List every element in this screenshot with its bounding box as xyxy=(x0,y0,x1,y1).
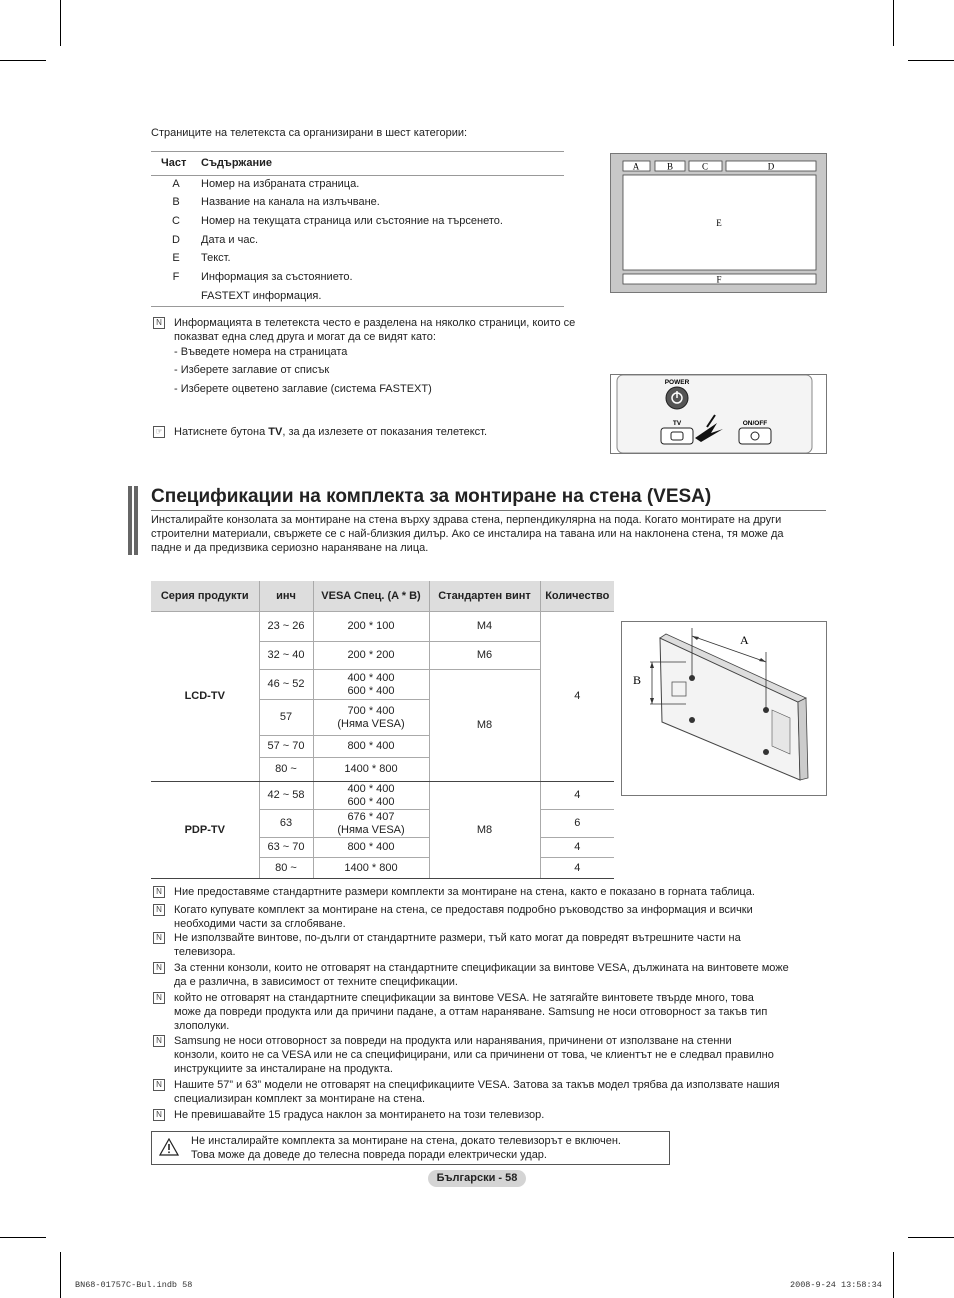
vesa-header-row xyxy=(151,581,614,612)
part-text: Номер на избраната страница. xyxy=(201,178,360,190)
qty-cell: 6 xyxy=(540,810,614,838)
section-rule xyxy=(151,510,826,511)
dimension-label-b: B xyxy=(633,673,642,687)
list-item-text: Изберете оцветено заглавие (система FASTEXT) xyxy=(180,383,432,395)
remote-svg xyxy=(611,375,826,453)
note-line: Когато купувате комплект за монтиране на стена, се предоставя подробно ръководство за информация и всички xyxy=(174,904,753,916)
inch-cell: 63 ~ 70 xyxy=(259,838,313,858)
inch-cell: 32 ~ 40 xyxy=(259,642,313,670)
qty-cell: 4 xyxy=(540,782,614,810)
hand-icon: ☞ xyxy=(153,426,165,438)
note-icon: N xyxy=(153,886,165,898)
crop-mark xyxy=(0,1237,46,1238)
note-line: който не отговарят на стандартните спецификации за винтове VESA. Не затягайте винтовете твърде много, това xyxy=(174,992,754,1004)
note-line: телевизора. xyxy=(174,946,236,958)
spec-line: (Няма VESA) xyxy=(337,717,405,730)
note-line: За стенни конзоли, които не отговарят на стандартните спецификации за винтове VESA, дължината на винтовете може xyxy=(174,962,789,974)
part-text: Номер на текущата страница или състояние на търсенето. xyxy=(201,215,503,227)
table-rule xyxy=(151,175,564,176)
note-text: Натиснете бутона xyxy=(174,426,269,438)
teletext-screen-svg xyxy=(611,154,826,292)
screen-label-a: A xyxy=(632,161,640,172)
table-rule xyxy=(151,151,564,152)
parts-header-content: Съдържание xyxy=(201,157,272,169)
spec-cell xyxy=(313,782,429,810)
body-line: Инсталирайте конзолата за монтиране на стена върху здрава стена, перпендикулярна на пода. Когато монтирате на други xyxy=(151,514,782,526)
table-row xyxy=(151,612,614,642)
crop-mark xyxy=(60,1252,61,1298)
part-code: B xyxy=(172,196,180,208)
note-bold: TV xyxy=(268,426,283,438)
note-icon: N xyxy=(153,1109,165,1121)
spec-cell xyxy=(313,670,429,700)
note-list-item: - Въведете номера на страницата xyxy=(174,346,348,358)
intro-text: Страниците на телетекста са организирани в шест категории: xyxy=(151,127,468,139)
spec-cell: 800 * 400 xyxy=(313,736,429,758)
list-item-text: Изберете заглавие от списък xyxy=(180,364,330,376)
series-cell: PDP-TV xyxy=(151,782,259,879)
inch-cell: 57 ~ 70 xyxy=(259,736,313,758)
list-item-text: Въведете номера на страницата xyxy=(180,346,348,358)
note-item xyxy=(174,1108,829,1122)
part-code: E xyxy=(172,252,180,264)
section-bar xyxy=(128,486,132,555)
table-row xyxy=(151,782,614,810)
spec-line: 676 * 407 xyxy=(347,810,395,823)
note-icon: N xyxy=(153,932,165,944)
part-text: Название на канала на излъчване. xyxy=(201,196,380,208)
part-code: C xyxy=(172,215,180,227)
crop-mark xyxy=(60,0,61,46)
inch-cell: 63 xyxy=(259,810,313,838)
note-line: Информацията в телетекста често е разделена на няколко страници, които се xyxy=(174,317,576,329)
warning-line: Това може да доведе до телесна повреда поради електрически удар. xyxy=(191,1149,547,1161)
spec-cell: 1400 * 800 xyxy=(313,858,429,879)
inch-cell: 23 ~ 26 xyxy=(259,612,313,642)
spec-cell: 1400 * 800 xyxy=(313,758,429,782)
note-line: Нашите 57” и 63” модели не отговарят на спецификациите VESA. Затова за такъв модел трябва да използвате нашия xyxy=(174,1079,780,1091)
section-bar xyxy=(134,486,138,555)
note-item xyxy=(174,1034,829,1076)
teletext-screen-diagram xyxy=(610,153,827,293)
vesa-header: инч xyxy=(259,581,313,612)
part-code: F xyxy=(172,271,180,283)
note-line: инструкциите за инсталиране на продукта. xyxy=(174,1063,393,1075)
warning-box xyxy=(151,1131,670,1165)
body-line: падне и да предизвика сериозно нараняване на лица. xyxy=(151,542,429,554)
note-teletext-pages xyxy=(174,316,829,344)
spec-cell: 200 * 100 xyxy=(313,612,429,642)
crop-mark xyxy=(908,1237,954,1238)
spec-line: 600 * 400 xyxy=(347,684,395,697)
inch-cell: 80 ~ xyxy=(259,858,313,879)
note-line: да е различна, в зависимост от техните спецификации. xyxy=(174,976,458,988)
spec-cell: 200 * 200 xyxy=(313,642,429,670)
spec-cell xyxy=(313,810,429,838)
note-line: необходими части за сглобяване. xyxy=(174,918,346,930)
note-line: може да повреди продукта или да причини падане, а оттам нараняване. Samsung не носи отговорност за такъв тип xyxy=(174,1006,768,1018)
note-list-item: - Изберете оцветено заглавие (система FASTEXT) xyxy=(174,383,432,395)
inch-cell: 57 xyxy=(259,700,313,736)
qty-cell: 4 xyxy=(540,858,614,879)
part-text: Дата и час. xyxy=(201,234,259,246)
qty-cell: 4 xyxy=(540,612,614,782)
table-rule xyxy=(151,306,564,307)
screw-cell: M4 xyxy=(429,612,540,642)
note-line: злополуки. xyxy=(174,1020,230,1032)
series-cell: LCD-TV xyxy=(151,612,259,782)
screen-label-e: E xyxy=(716,218,722,228)
part-text: Информация за състоянието. xyxy=(201,271,353,283)
note-item xyxy=(174,903,829,931)
crop-mark xyxy=(893,0,894,46)
note-line: Не използвайте винтове, по-дълги от стандартните размери, тъй като могат да повредят вътрешните части на xyxy=(174,932,741,944)
body-line: строителни материали, свържете се с най-близкия дилър. Ако се инсталира на тавана или на наклонена стена, тя може да xyxy=(151,528,784,540)
note-text: , за да излезете от показания телетекст. xyxy=(282,426,488,438)
note-line: Ние предоставяме стандартните размери комплекти за монтиране на стена, както е показано в горната таблица. xyxy=(174,886,755,898)
warning-triangle-icon xyxy=(159,1138,179,1156)
spec-cell xyxy=(313,700,429,736)
screen-label-b: B xyxy=(666,161,674,172)
note-icon: N xyxy=(153,992,165,1004)
part-code: D xyxy=(172,234,180,246)
screw-cell: M8 xyxy=(429,670,540,782)
spec-line: 700 * 400 xyxy=(347,704,395,717)
note-icon: N xyxy=(153,904,165,916)
warning-line: Не инсталирайте комплекта за монтиране на стена, докато телевизорът е включен. xyxy=(191,1135,621,1147)
note-line: конзоли, които не са VESA или не са специфицирани, или са причинени от това, че клиентът не е следвал правилно xyxy=(174,1049,774,1061)
section-title: Спецификации на комплекта за монтиране на стена (VESA) xyxy=(151,486,712,507)
note-line: показват една след друга и могат да се видят като: xyxy=(174,331,436,343)
part-text: Текст. xyxy=(201,252,231,264)
dimension-label-a: A xyxy=(740,633,749,647)
vesa-table xyxy=(151,581,614,879)
note-item xyxy=(174,931,829,959)
note-icon: N xyxy=(153,1079,165,1091)
screw-cell: M6 xyxy=(429,642,540,670)
inch-cell: 46 ~ 52 xyxy=(259,670,313,700)
screw-cell: M8 xyxy=(429,782,540,879)
note-item xyxy=(174,1078,829,1106)
note-line: специализиран комплект за монтиране на стена. xyxy=(174,1093,426,1105)
crop-mark xyxy=(0,60,46,61)
note-line: Samsung не носи отговорност за повреди на продукта или наранявания, причинени от използване на стенни xyxy=(174,1035,732,1047)
note-icon: N xyxy=(153,317,165,329)
screen-label-d: D xyxy=(767,161,775,172)
tv-label: TV xyxy=(672,420,682,427)
note-line: Не превишавайте 15 градуса наклон за монтирането на този телевизор. xyxy=(174,1109,545,1121)
inch-cell: 80 ~ xyxy=(259,758,313,782)
section-body xyxy=(151,513,784,555)
part-text: FASTEXT информация. xyxy=(201,290,322,302)
note-item xyxy=(174,885,829,899)
note-list-item: - Изберете заглавие от списък xyxy=(174,364,330,376)
page-number-badge: Български - 58 xyxy=(428,1170,526,1187)
spec-line: 600 * 400 xyxy=(347,795,395,808)
wall-mount-diagram xyxy=(621,621,827,796)
wall-mount-svg xyxy=(622,622,826,795)
onoff-label: ON/OFF xyxy=(742,420,768,427)
crop-mark xyxy=(908,60,954,61)
footer-timestamp: 2008-9-24 13:58:34 xyxy=(790,1280,882,1290)
part-code: A xyxy=(172,178,180,190)
vesa-header: VESA Спец. (A * B) xyxy=(313,581,429,612)
qty-cell: 4 xyxy=(540,838,614,858)
vesa-header: Стандартен винт xyxy=(429,581,540,612)
screen-label-c: C xyxy=(701,161,709,172)
spec-line: 400 * 400 xyxy=(347,782,395,795)
note-item xyxy=(174,991,829,1033)
remote-diagram xyxy=(610,374,827,454)
spec-line: (Няма VESA) xyxy=(337,823,405,836)
power-label: POWER xyxy=(664,379,690,386)
vesa-header: Количество xyxy=(540,581,614,612)
note-icon: N xyxy=(153,1035,165,1047)
parts-header-part: Част xyxy=(161,157,187,169)
vesa-header: Серия продукти xyxy=(151,581,259,612)
note-item xyxy=(174,961,829,989)
spec-cell: 800 * 400 xyxy=(313,838,429,858)
crop-mark xyxy=(893,1252,894,1298)
screen-label-f: F xyxy=(716,274,722,285)
spec-line: 400 * 400 xyxy=(347,671,395,684)
inch-cell: 42 ~ 58 xyxy=(259,782,313,810)
footer-file: BN68-01757C-Bul.indb 58 xyxy=(75,1280,193,1290)
note-icon: N xyxy=(153,962,165,974)
warning-text xyxy=(191,1134,663,1162)
